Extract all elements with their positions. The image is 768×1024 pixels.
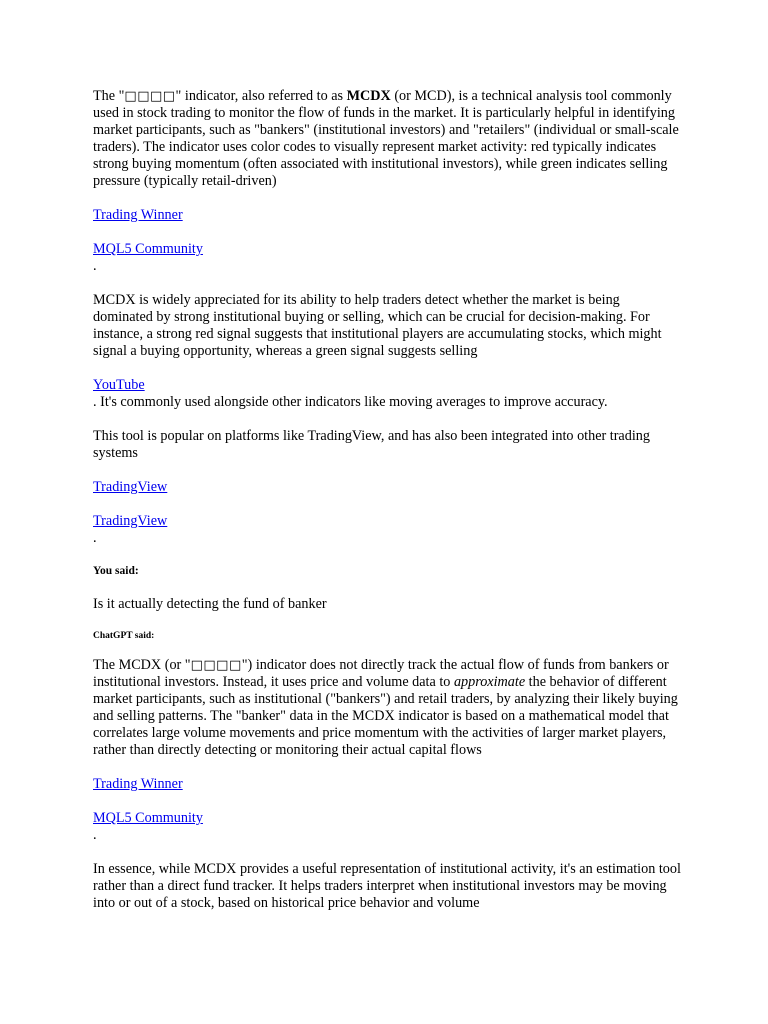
link-tradingview-2[interactable]: TradingView bbox=[93, 513, 168, 529]
period-2: . bbox=[93, 530, 97, 546]
intro-text-start: The " bbox=[93, 88, 125, 104]
you-said-label: You said: bbox=[93, 565, 139, 577]
intro-cjk-term: □□□□ bbox=[124, 89, 176, 104]
user-message: Is it actually detecting the fund of banker bbox=[93, 596, 327, 612]
chatgpt-said-label: ChatGPT said: bbox=[93, 631, 155, 641]
intro-paragraph bbox=[93, 88, 683, 190]
period-1: . bbox=[93, 258, 97, 274]
answer-paragraph bbox=[93, 657, 683, 759]
link-tradingview-1[interactable]: TradingView bbox=[93, 479, 168, 495]
link-mql5-community-2[interactable]: MQL5 Community bbox=[93, 810, 203, 826]
answer-text-mid: ") indicator does not directly track the actual flow of funds from bankers or institutional investors. Instead, it uses price and volume data to bbox=[93, 657, 669, 690]
answer-italic-approximate: approximate bbox=[453, 674, 526, 690]
answer-text-end: the behavior of different market participants, such as institutional ("bankers") and retail traders, by analyzing their likely buying and selling patterns. The "banker" data in the MCDX indicator is based on a mathematical model that correlates large volume movements and price momentum with the activities of larger market players, rather than directly detecting or monitoring their actual capital flows bbox=[93, 674, 678, 758]
document-content bbox=[93, 88, 683, 929]
intro-text-mid: " indicator, also referred to as bbox=[175, 88, 347, 104]
link-youtube[interactable]: YouTube bbox=[93, 377, 145, 393]
mcdx-appreciation-paragraph: MCDX is widely appreciated for its ability to help traders detect whether the market is being dominated by strong institutional buying or selling, which can be crucial for decision-making. For instance, a strong red signal suggests that institutional players are accumulating stocks, which might signal a buying opportunity, whereas a green signal suggests selling bbox=[93, 292, 662, 359]
intro-mcdx-bold: MCDX bbox=[346, 88, 391, 104]
link-trading-winner-1[interactable]: Trading Winner bbox=[93, 207, 183, 223]
intro-text-end: (or MCD), is a technical analysis tool commonly used in stock trading to monitor the flow of funds in the market. It is particularly helpful in identifying market participants, such as "bankers" (institutional investors) and "retailers" (individual or small-scale traders). The indicator uses color codes to visually represent market activity: red typically indicates strong buying momentum (often associated with institutional investors), while green indicates selling pressure (typically retail-driven) bbox=[93, 88, 679, 189]
final-paragraph: In essence, while MCDX provides a useful representation of institutional activity, it's an estimation tool rather than a direct fund tracker. It helps traders interpret when institutional investors may be moving into or out of a stock, based on historical price behavior and volume bbox=[93, 861, 681, 911]
period-3: . bbox=[93, 827, 97, 843]
answer-cjk-term: □□□□ bbox=[190, 658, 242, 673]
link-trading-winner-2[interactable]: Trading Winner bbox=[93, 776, 183, 792]
platforms-paragraph: This tool is popular on platforms like TradingView, and has also been integrated into other trading systems bbox=[93, 428, 650, 461]
youtube-followup-text: . It's commonly used alongside other indicators like moving averages to improve accuracy. bbox=[93, 394, 608, 410]
link-mql5-community-1[interactable]: MQL5 Community bbox=[93, 241, 203, 257]
answer-text-start: The MCDX (or " bbox=[93, 657, 191, 673]
